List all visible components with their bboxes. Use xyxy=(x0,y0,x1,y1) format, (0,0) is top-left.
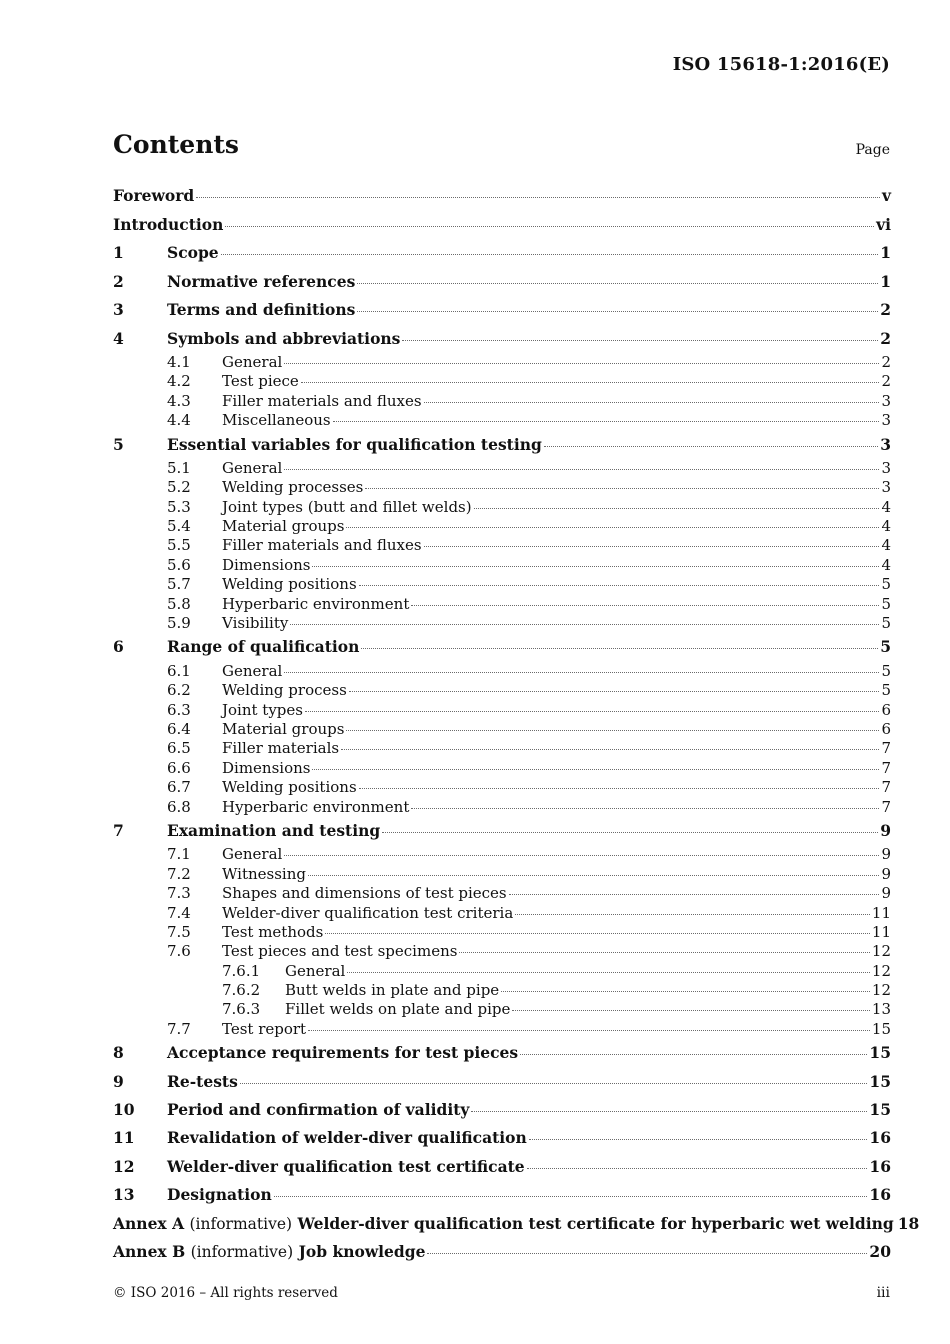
toc-entry-title: Foreword xyxy=(113,186,195,205)
toc-entry[interactable] xyxy=(113,1124,891,1152)
toc-entry[interactable] xyxy=(113,739,891,758)
annex-type: (informative) xyxy=(189,1214,293,1233)
toc-entry-title: Essential variables for qualification testing xyxy=(167,434,542,454)
toc-entry[interactable] xyxy=(113,392,891,411)
toc-dot-leader xyxy=(274,1196,868,1197)
toc-entry-page: 16 xyxy=(869,1185,891,1205)
toc-entry-page: 18 xyxy=(897,1213,920,1233)
toc-dot-leader xyxy=(284,672,879,673)
toc-dot-leader xyxy=(341,749,879,750)
document-id: ISO 15618-1:2016(E) xyxy=(672,54,890,75)
toc-entry-page: 9 xyxy=(881,884,891,903)
toc-entry[interactable] xyxy=(113,1096,891,1124)
toc-entry-number: 3 xyxy=(113,300,124,320)
toc-entry[interactable] xyxy=(113,1238,891,1266)
toc-dot-leader xyxy=(411,808,879,809)
toc-dot-leader xyxy=(427,1253,867,1254)
toc-entry-number: 5.6 xyxy=(167,555,191,574)
toc-dot-leader xyxy=(312,566,879,567)
toc-entry-title: Material groups xyxy=(222,719,345,738)
toc-dot-leader xyxy=(301,382,880,383)
toc-entry-title xyxy=(113,1238,425,1266)
toc-entry[interactable] xyxy=(113,962,891,981)
toc-entry-number: 7.7 xyxy=(167,1019,191,1038)
toc-entry-title: Hyperbaric environment xyxy=(222,594,410,613)
toc-entry[interactable] xyxy=(113,1153,891,1181)
toc-entry-page: 7 xyxy=(881,797,891,816)
toc-dot-leader xyxy=(308,875,879,876)
toc-entry[interactable] xyxy=(113,536,891,555)
toc-entry-number: 4.3 xyxy=(167,391,191,410)
toc-entry-number: 6.4 xyxy=(167,719,191,738)
toc-entry[interactable] xyxy=(113,459,891,478)
toc-entry-number: 5.5 xyxy=(167,536,191,555)
toc-entry-title: Revalidation of welder-diver qualification xyxy=(167,1128,527,1148)
toc-entry-page: 4 xyxy=(881,555,891,574)
toc-entry-page: 2 xyxy=(880,300,891,320)
toc-entry-page: 2 xyxy=(881,372,891,391)
toc-entry[interactable] xyxy=(113,759,891,778)
toc-entry-page: 5 xyxy=(880,637,891,657)
toc-entry-title: Test piece xyxy=(222,372,299,391)
toc-entry-number: 5.1 xyxy=(167,458,191,477)
toc-dot-leader xyxy=(225,226,874,227)
toc-entry-number: 4.4 xyxy=(167,411,191,430)
toc-dot-leader xyxy=(361,648,878,649)
toc-entry-title: Filler materials and fluxes xyxy=(222,391,422,410)
toc-entry[interactable] xyxy=(113,268,891,296)
toc-entry-page: 5 xyxy=(881,594,891,613)
toc-entry[interactable] xyxy=(113,431,891,459)
toc-dot-leader xyxy=(474,508,880,509)
toc-entry-page: 9 xyxy=(881,864,891,883)
toc-entry[interactable] xyxy=(113,633,891,661)
toc-entry-page: 12 xyxy=(871,981,891,1000)
toc-entry-number: 7.4 xyxy=(167,903,191,922)
toc-dot-leader xyxy=(284,363,879,364)
toc-entry-title: General xyxy=(222,352,283,371)
toc-entry[interactable] xyxy=(113,981,891,1000)
toc-entry-page: 5 xyxy=(881,614,891,633)
toc-entry-title: Material groups xyxy=(222,517,345,536)
toc-entry-page: 15 xyxy=(871,1019,891,1038)
toc-dot-leader xyxy=(305,711,879,712)
toc-entry-number: 6.6 xyxy=(167,758,191,777)
toc-entry-page: 15 xyxy=(869,1071,891,1091)
toc-entry[interactable] xyxy=(113,1000,891,1019)
toc-entry-title: Terms and definitions xyxy=(167,300,356,320)
toc-entry[interactable] xyxy=(113,325,891,353)
toc-entry-page: 7 xyxy=(881,758,891,777)
toc-entry[interactable] xyxy=(113,701,891,720)
toc-entry-number: 8 xyxy=(113,1043,124,1063)
toc-entry[interactable] xyxy=(113,1181,891,1209)
toc-entry-title: Visibility xyxy=(222,614,289,633)
toc-dot-leader xyxy=(402,340,878,341)
toc-dot-leader xyxy=(382,832,878,833)
toc-dot-leader xyxy=(509,894,880,895)
toc-entry-number: 5.3 xyxy=(167,497,191,516)
toc-entry-page: 11 xyxy=(871,903,891,922)
toc-entry-page: 6 xyxy=(881,719,891,738)
toc-entry[interactable] xyxy=(113,353,891,372)
toc-entry[interactable] xyxy=(113,296,891,324)
toc-entry-title: Dimensions xyxy=(222,555,311,574)
toc-entry[interactable] xyxy=(113,1020,891,1039)
toc-entry-title xyxy=(113,1210,894,1238)
toc-entry-number: 5 xyxy=(113,434,124,454)
toc-entry[interactable] xyxy=(113,575,891,594)
toc-entry-title: Filler materials xyxy=(222,739,340,758)
toc-entry-title: Filler materials and fluxes xyxy=(222,536,422,555)
toc-entry-page: 3 xyxy=(881,478,891,497)
toc-entry-number: 6 xyxy=(113,637,124,657)
toc-entry-number: 7.6 xyxy=(167,942,191,961)
toc-entry-page: 16 xyxy=(869,1156,891,1176)
toc-entry-page: v xyxy=(881,186,891,205)
toc-entry-title: General xyxy=(285,961,346,980)
toc-entry-title: Period and confirmation of validity xyxy=(167,1100,470,1120)
toc-dot-leader xyxy=(459,952,869,953)
toc-dot-leader xyxy=(520,1054,867,1055)
toc-entry[interactable] xyxy=(113,778,891,797)
toc-entry-title: Examination and testing xyxy=(167,820,381,840)
toc-entry-page: 3 xyxy=(881,411,891,430)
toc-entry-page: 12 xyxy=(871,961,891,980)
toc-entry-page: 5 xyxy=(881,681,891,700)
toc-entry-number: 6.8 xyxy=(167,797,191,816)
toc-entry-page: 3 xyxy=(880,434,891,454)
toc-dot-leader xyxy=(424,402,880,403)
annex-label: Annex A xyxy=(113,1213,185,1233)
toc-entry-title: Normative references xyxy=(167,271,356,291)
toc-entry-title: General xyxy=(222,458,283,477)
toc-entry-page: 12 xyxy=(871,942,891,961)
toc-entry[interactable] xyxy=(113,798,891,817)
toc-entry-title: Designation xyxy=(167,1185,272,1205)
toc-entry-title: Welding positions xyxy=(222,575,357,594)
toc-entry-title: Hyperbaric environment xyxy=(222,797,410,816)
toc-entry-page: 9 xyxy=(880,820,891,840)
toc-entry-title: Test pieces and test specimens xyxy=(222,942,458,961)
toc-entry-number: 9 xyxy=(113,1071,124,1091)
toc-entry-title: Acceptance requirements for test pieces xyxy=(167,1043,519,1063)
toc-entry-number: 6.2 xyxy=(167,681,191,700)
toc-entry[interactable] xyxy=(113,923,891,942)
toc-entry-page: 3 xyxy=(881,458,891,477)
toc-entry-number: 7.2 xyxy=(167,864,191,883)
toc-entry[interactable] xyxy=(113,720,891,739)
page-column-label: Page xyxy=(855,142,890,158)
toc-entry-number: 4.1 xyxy=(167,352,191,371)
toc-entry-number: 13 xyxy=(113,1185,135,1205)
toc-entry[interactable] xyxy=(113,478,891,497)
toc-entry[interactable] xyxy=(113,556,891,575)
toc-entry-title: Shapes and dimensions of test pieces xyxy=(222,884,507,903)
toc-dot-leader xyxy=(284,855,879,856)
toc-entry[interactable] xyxy=(113,865,891,884)
toc-entry-title: Welding positions xyxy=(222,778,357,797)
toc-entry-title: General xyxy=(222,661,283,680)
toc-dot-leader xyxy=(357,311,878,312)
toc-entry-title: General xyxy=(222,845,283,864)
toc-entry[interactable] xyxy=(113,595,891,614)
toc-entry-number: 5.9 xyxy=(167,614,191,633)
toc-entry-number: 7.1 xyxy=(167,845,191,864)
toc-entry-number: 7.6.1 xyxy=(222,961,261,980)
toc-entry-page: 16 xyxy=(869,1128,891,1148)
toc-entry-title: Test report xyxy=(222,1019,307,1038)
toc-entry-page: 13 xyxy=(871,1000,891,1019)
toc-entry-page: 15 xyxy=(869,1100,891,1120)
annex-title: Job knowledge xyxy=(298,1241,426,1261)
toc-entry[interactable] xyxy=(113,180,891,211)
table-of-contents xyxy=(113,180,920,1266)
toc-dot-leader xyxy=(424,546,880,547)
toc-entry-title: Dimensions xyxy=(222,758,311,777)
toc-dot-leader xyxy=(349,691,880,692)
toc-entry-title: Welder-diver qualification test certificate xyxy=(167,1156,525,1176)
toc-entry[interactable] xyxy=(113,517,891,536)
toc-entry-page: 6 xyxy=(881,700,891,719)
toc-entry-number: 12 xyxy=(113,1156,135,1176)
toc-entry-number: 5.8 xyxy=(167,594,191,613)
toc-entry-title: Witnessing xyxy=(222,864,306,883)
toc-entry[interactable] xyxy=(113,239,891,267)
toc-entry[interactable] xyxy=(113,1068,891,1096)
toc-dot-leader xyxy=(512,1010,870,1011)
toc-entry-title: Joint types (butt and fillet welds) xyxy=(222,497,472,516)
toc-entry-title: Re-tests xyxy=(167,1071,238,1091)
toc-entry-number: 7.6.3 xyxy=(222,1000,261,1019)
toc-entry[interactable] xyxy=(113,884,891,903)
page-number: iii xyxy=(876,1285,890,1301)
toc-dot-leader xyxy=(365,488,879,489)
toc-entry-page: 7 xyxy=(881,778,891,797)
toc-dot-leader xyxy=(312,769,879,770)
toc-dot-leader xyxy=(308,1030,870,1031)
toc-entry-page: 5 xyxy=(881,575,891,594)
toc-entry-number: 11 xyxy=(113,1128,135,1148)
toc-entry-title: Scope xyxy=(167,243,219,263)
toc-dot-leader xyxy=(359,788,880,789)
toc-entry-title: Welder-diver qualification test criteria xyxy=(222,903,514,922)
toc-entry-title: Miscellaneous xyxy=(222,411,331,430)
toc-entry-page: 11 xyxy=(871,922,891,941)
toc-entry-page: 1 xyxy=(880,271,891,291)
toc-entry-number: 7.5 xyxy=(167,922,191,941)
toc-dot-leader xyxy=(359,585,880,586)
toc-entry-page: 20 xyxy=(869,1241,891,1261)
toc-entry-number: 2 xyxy=(113,271,124,291)
toc-entry-title: Joint types xyxy=(222,700,303,719)
toc-entry-number: 6.1 xyxy=(167,661,191,680)
toc-dot-leader xyxy=(529,1139,868,1140)
toc-dot-leader xyxy=(411,605,879,606)
toc-entry-page: 9 xyxy=(881,845,891,864)
toc-dot-leader xyxy=(471,1111,867,1112)
toc-dot-leader xyxy=(196,197,880,198)
toc-entry[interactable] xyxy=(113,1039,891,1067)
toc-entry[interactable] xyxy=(113,372,891,391)
toc-entry-number: 6.5 xyxy=(167,739,191,758)
toc-entry-title: Symbols and abbreviations xyxy=(167,328,401,348)
toc-entry-number: 4.2 xyxy=(167,372,191,391)
toc-entry-page: vi xyxy=(876,215,891,234)
toc-dot-leader xyxy=(284,469,879,470)
toc-entry-title: Welding processes xyxy=(222,478,364,497)
toc-entry-number: 5.7 xyxy=(167,575,191,594)
toc-entry[interactable] xyxy=(113,942,891,961)
toc-dot-leader xyxy=(527,1168,868,1169)
toc-entry-number: 5.4 xyxy=(167,517,191,536)
toc-entry-number: 7.3 xyxy=(167,884,191,903)
toc-entry[interactable] xyxy=(113,662,891,681)
toc-entry-page: 1 xyxy=(880,243,891,263)
toc-entry-page: 3 xyxy=(881,391,891,410)
toc-entry[interactable] xyxy=(113,498,891,517)
toc-dot-leader xyxy=(333,421,880,422)
toc-entry[interactable] xyxy=(113,904,891,923)
toc-entry-title: Fillet welds on plate and pipe xyxy=(285,1000,511,1019)
toc-dot-leader xyxy=(325,933,870,934)
toc-entry-page: 2 xyxy=(880,328,891,348)
toc-dot-leader xyxy=(357,283,878,284)
toc-entry[interactable] xyxy=(113,411,891,430)
toc-entry[interactable] xyxy=(113,211,891,239)
toc-entry-title: Range of qualification xyxy=(167,637,360,657)
toc-dot-leader xyxy=(544,446,878,447)
toc-dot-leader xyxy=(515,914,870,915)
toc-entry-number: 5.2 xyxy=(167,478,191,497)
toc-dot-leader xyxy=(240,1083,868,1084)
toc-entry-page: 2 xyxy=(881,352,891,371)
toc-entry-page: 4 xyxy=(881,517,891,536)
toc-entry-number: 7.6.2 xyxy=(222,981,261,1000)
annex-title: Welder-diver qualification test certificate for hyperbaric wet welding xyxy=(297,1213,894,1233)
toc-entry[interactable] xyxy=(113,845,891,864)
toc-entry-page: 15 xyxy=(869,1043,891,1063)
toc-entry-number: 4 xyxy=(113,328,124,348)
copyright-notice: © ISO 2016 – All rights reserved xyxy=(113,1285,338,1301)
toc-entry-page: 5 xyxy=(881,661,891,680)
toc-entry-page: 4 xyxy=(881,536,891,555)
toc-entry-title: Test methods xyxy=(222,922,324,941)
annex-type: (informative) xyxy=(190,1242,294,1261)
toc-dot-leader xyxy=(346,527,879,528)
toc-entry-number: 10 xyxy=(113,1100,135,1120)
toc-entry-page: 7 xyxy=(881,739,891,758)
toc-entry[interactable] xyxy=(113,681,891,700)
toc-entry[interactable] xyxy=(113,614,891,633)
toc-entry-title: Butt welds in plate and pipe xyxy=(285,981,500,1000)
toc-entry-number: 6.7 xyxy=(167,778,191,797)
toc-dot-leader xyxy=(221,254,879,255)
toc-entry[interactable] xyxy=(113,817,891,845)
toc-dot-leader xyxy=(346,730,879,731)
toc-entry-page: 4 xyxy=(881,497,891,516)
toc-dot-leader xyxy=(290,624,879,625)
toc-dot-leader xyxy=(501,991,870,992)
toc-entry-number: 6.3 xyxy=(167,700,191,719)
toc-entry-title: Introduction xyxy=(113,215,224,234)
annex-label: Annex B xyxy=(113,1241,186,1261)
toc-entry-number: 7 xyxy=(113,820,124,840)
toc-entry-number: 1 xyxy=(113,243,124,263)
toc-entry[interactable] xyxy=(113,1210,920,1238)
toc-entry-title: Welding process xyxy=(222,681,347,700)
toc-dot-leader xyxy=(347,972,870,973)
page-title: Contents xyxy=(113,130,240,159)
